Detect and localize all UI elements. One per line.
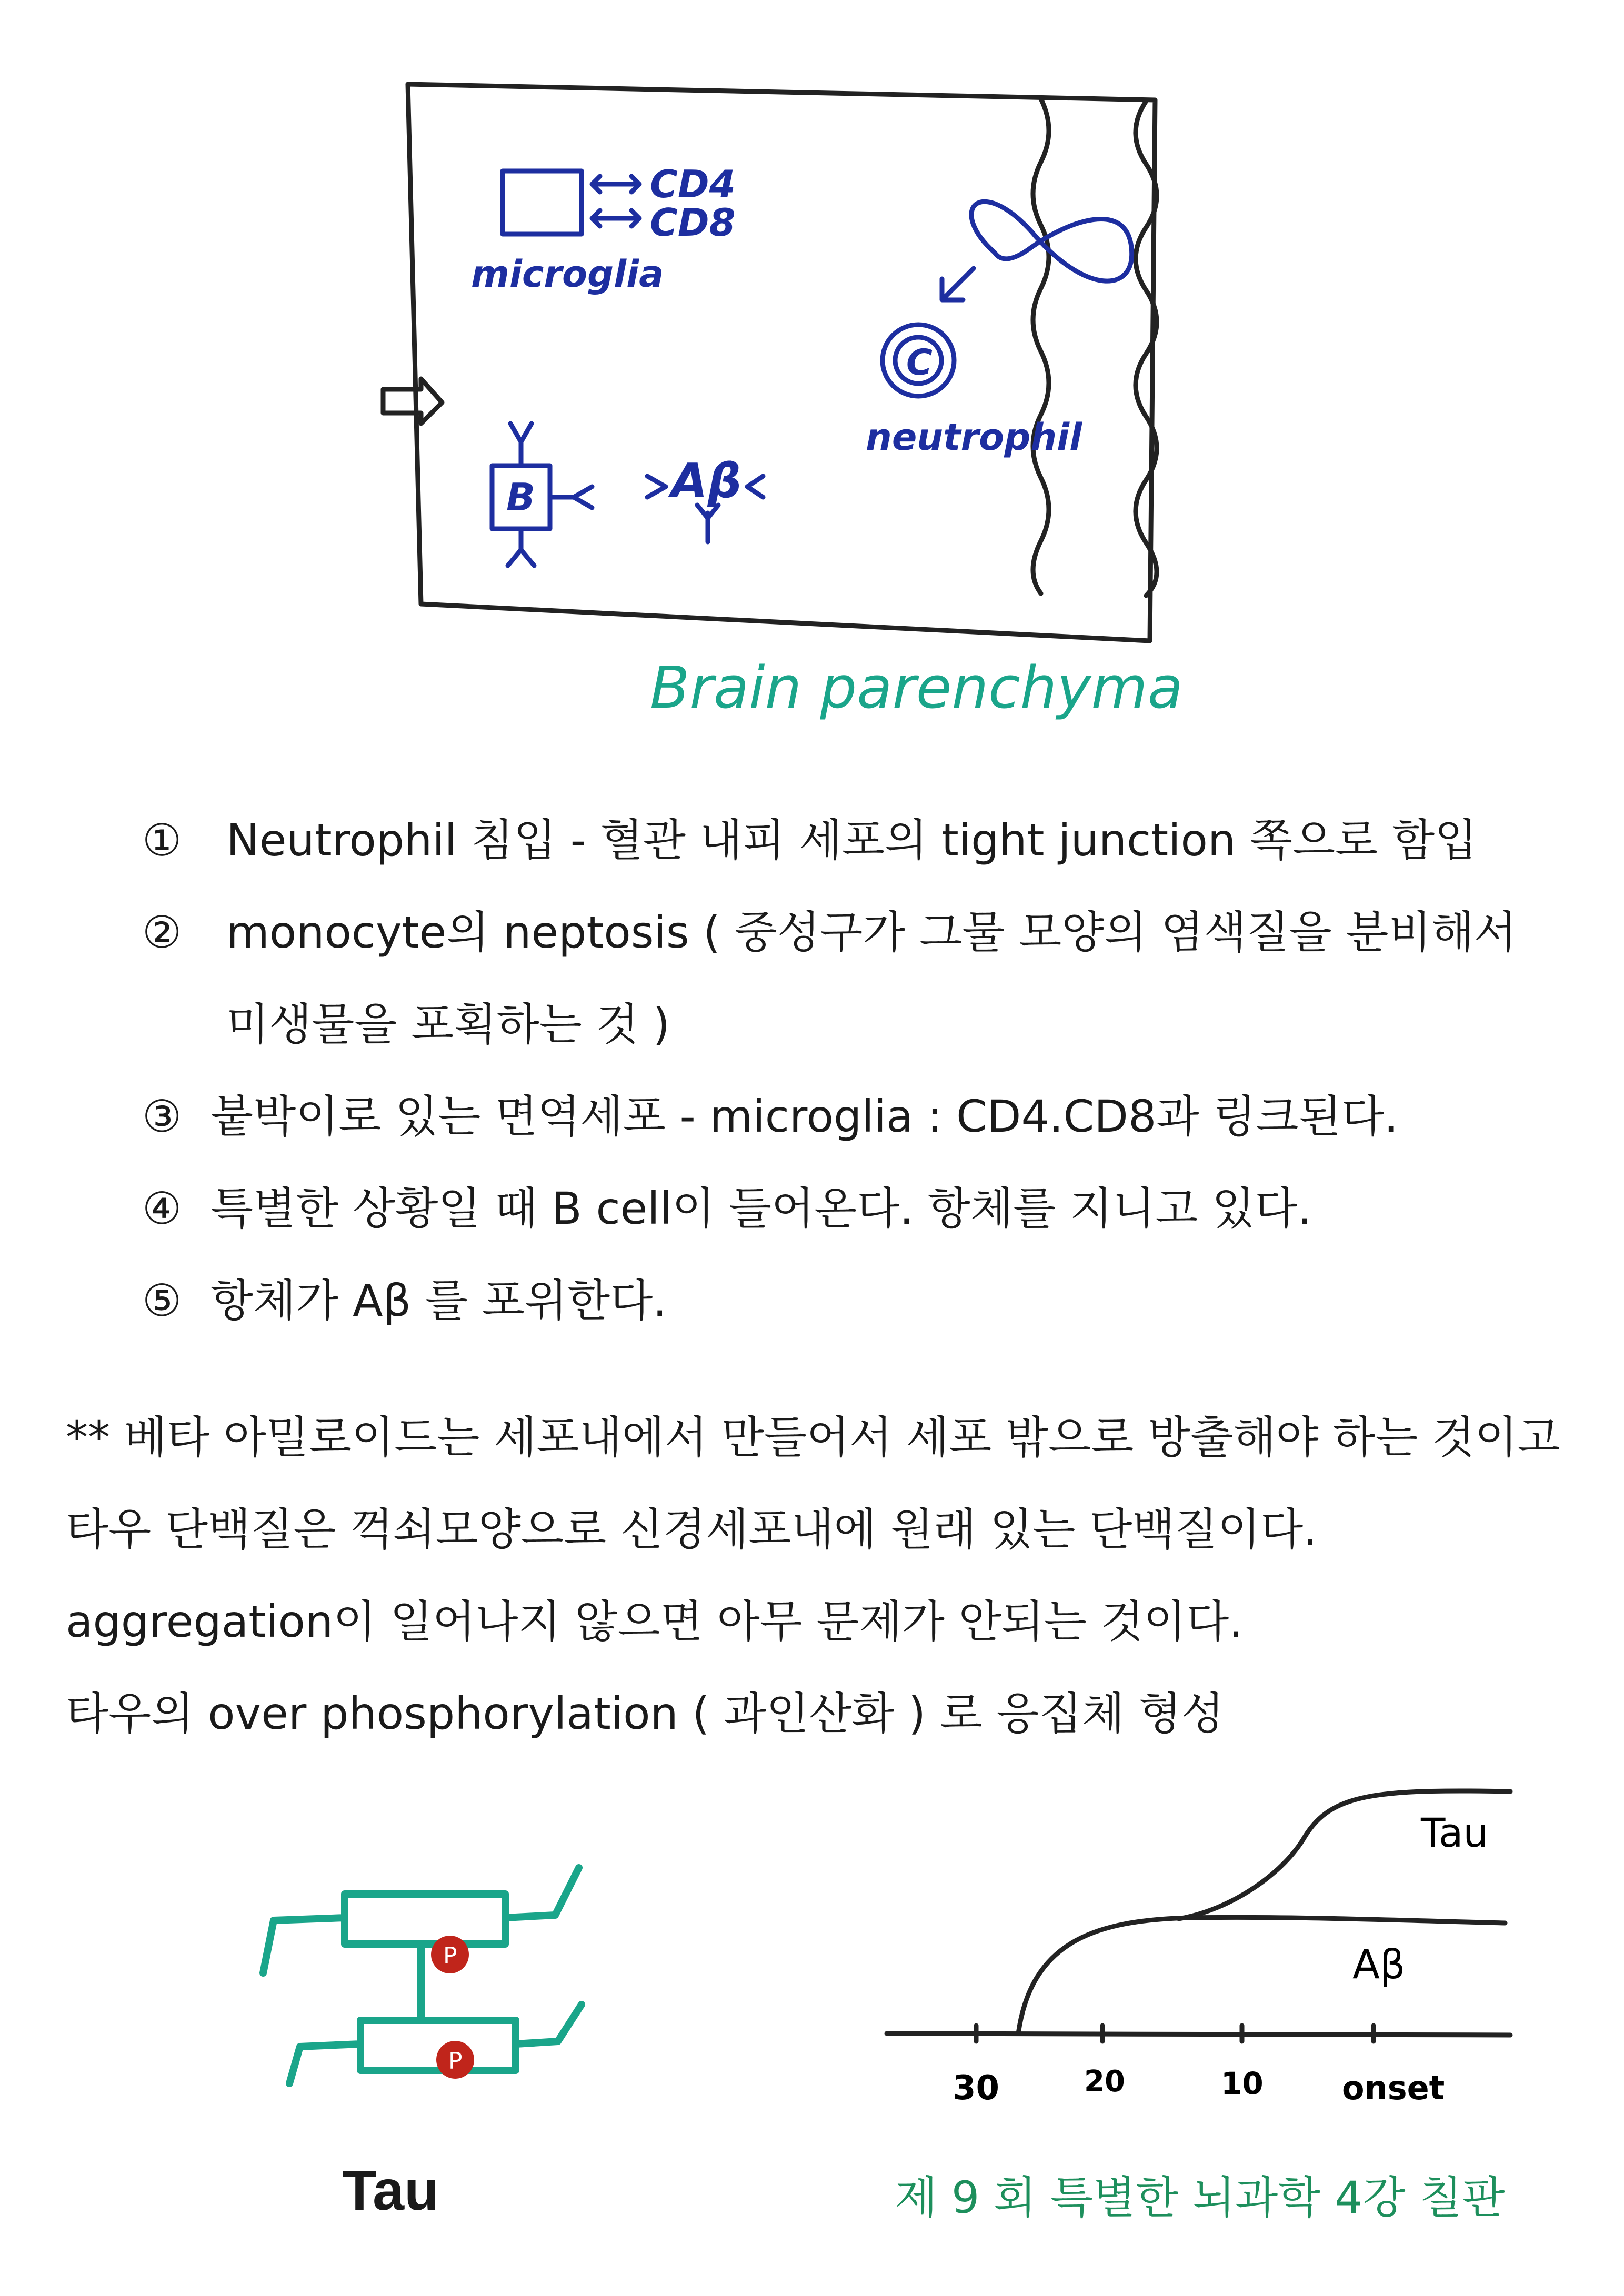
list-item	[142, 1265, 667, 1329]
list-number: ①	[142, 814, 182, 866]
cd8-label: CD8	[650, 200, 736, 245]
abeta-curve-label: Aβ	[1352, 1941, 1406, 1988]
list-text: 미생물을 포획하는 것 )	[226, 999, 670, 1050]
vessel-wall-left	[1033, 99, 1049, 593]
note-line: aggregation이 일어나지 않으면 아무 문제가 안되는 것이다.	[66, 1596, 1243, 1647]
phosphate-top-label: P	[443, 1942, 457, 1969]
neutrophil-label: neutrophil	[866, 416, 1082, 459]
antibody-bottom	[508, 529, 534, 566]
list-text: Neutrophil 침입 - 혈관 내피 세포의 tight junction 쪽으로 함입	[226, 814, 1478, 866]
note-line: 타우 단백질은 꺽쇠모양으로 신경세포내에 원래 있는 단백질이다.	[66, 1504, 1317, 1555]
abeta-antibody-bottom	[697, 505, 718, 542]
entry-arrow	[383, 379, 442, 424]
footer-caption: 제 9 회 특별한 뇌과학 4강 칠판	[895, 2172, 1505, 2223]
cd4-label: CD4	[650, 162, 736, 206]
cd4-arrow	[592, 176, 639, 192]
list-item	[142, 897, 1517, 961]
neutrophil-c: C	[906, 342, 933, 384]
abeta-curve	[1018, 1917, 1505, 2033]
antibody-right	[550, 487, 592, 508]
cd8-arrow	[592, 210, 639, 226]
tick-label-onset: onset	[1342, 2069, 1445, 2107]
time-axis	[887, 2033, 1510, 2035]
tau-illustration	[253, 1852, 610, 2110]
abeta-antibody-right	[747, 476, 763, 497]
microglia-label: microglia	[471, 253, 664, 296]
antibody-top	[510, 424, 532, 466]
tau-bottom-strand	[289, 2005, 582, 2083]
tick-label-30: 30	[953, 2069, 1000, 2108]
microglia-square	[503, 171, 582, 234]
list-item	[142, 1173, 1311, 1237]
tick-label-20: 20	[1084, 2065, 1125, 2099]
list-text: 항체가 Aβ 를 포위한다.	[210, 1275, 667, 1326]
list-text: monocyte의 neptosis ( 중성구가 그물 모양의 염색질을 분비해서	[226, 907, 1517, 958]
list-item	[142, 1081, 1398, 1145]
tau-curve-label: Tau	[1421, 1809, 1489, 1856]
migrating-cell	[971, 202, 1132, 281]
abeta-label: Aβ	[671, 454, 742, 509]
list-number: ④	[142, 1183, 182, 1234]
tau-caption: Tau	[342, 2158, 439, 2222]
abeta-antibody-left	[647, 476, 666, 497]
list-number: ⑤	[142, 1275, 182, 1326]
progression-graph	[874, 1768, 1537, 2136]
list-number: ②	[142, 907, 182, 958]
note-line: ** 베타 아밀로이드는 세포내에서 만들어서 세포 밖으로 방출해야 하는 것이고	[66, 1412, 1560, 1463]
brain-parenchyma-diagram	[0, 0, 1624, 763]
note-line: 타우의 over phosphorylation ( 과인산화 ) 로 응집체 형성	[66, 1688, 1224, 1739]
phosphate-bottom-label: P	[448, 2048, 463, 2075]
b-cell-label: B	[506, 475, 535, 519]
list-item	[142, 989, 670, 1053]
list-number: ③	[142, 1091, 182, 1142]
tick-label-10: 10	[1221, 2066, 1264, 2101]
brain-parenchyma-caption: Brain parenchyma	[650, 654, 1184, 721]
neutrophil-arrow	[942, 268, 974, 300]
list-text: 붙박이로 있는 면역세포 - microglia : CD4.CD8과 링크된다.	[210, 1091, 1398, 1142]
list-text: 특별한 상황일 때 B cell이 들어온다. 항체를 지니고 있다.	[210, 1183, 1312, 1234]
list-item	[142, 805, 1477, 869]
